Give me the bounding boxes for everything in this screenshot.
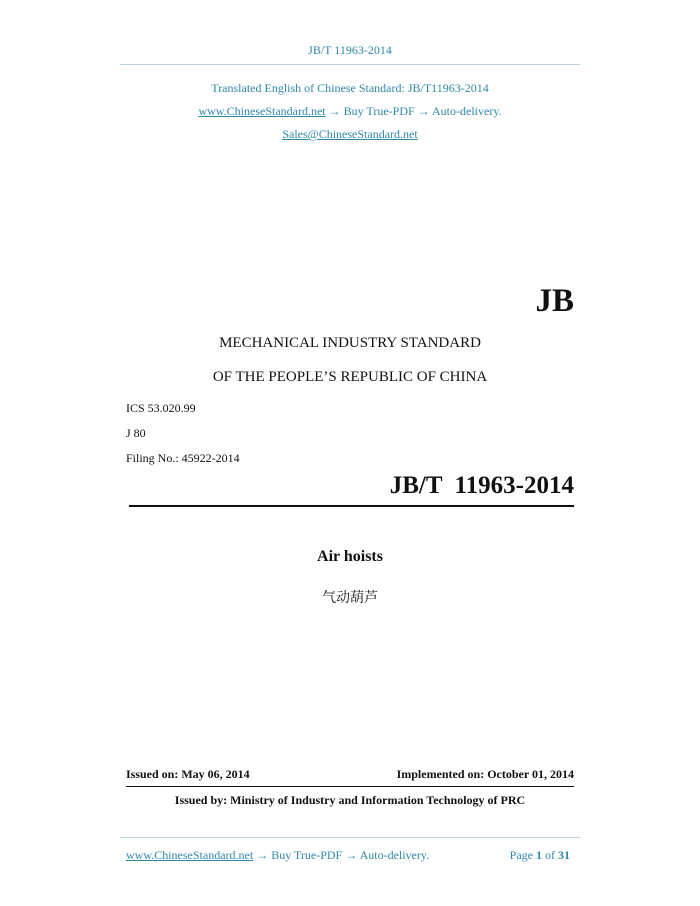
page-total: 31 <box>558 848 570 862</box>
footer-purchase-text: → Buy True-PDF → Auto-delivery. <box>256 848 430 862</box>
email-line <box>0 127 700 142</box>
issued-date: Issued on: May 06, 2014 <box>126 767 250 781</box>
dates-rule <box>126 786 574 787</box>
running-header: JB/T 11963-2014 <box>308 43 392 57</box>
header-rule <box>120 64 580 65</box>
email-link[interactable]: Sales@ChineseStandard.net <box>282 127 418 141</box>
ics-code: ICS 53.020.99 <box>126 401 196 415</box>
page-of: of <box>545 848 555 862</box>
implemented-date: Implemented on: October 01, 2014 <box>396 767 574 781</box>
page-word: Page <box>509 848 533 862</box>
title-chinese: 气动葫芦 <box>322 590 378 606</box>
authority-line-1: MECHANICAL INDUSTRY STANDARD <box>219 335 481 351</box>
standard-rule <box>129 505 574 507</box>
translation-notice: Translated English of Chinese Standard: JB/T11963-2014 <box>211 81 489 95</box>
purchase-line <box>0 104 700 119</box>
page-current: 1 <box>536 848 542 862</box>
authority-line-2: OF THE PEOPLE’S REPUBLIC OF CHINA <box>212 369 488 385</box>
ccs-code: J 80 <box>126 426 146 440</box>
footer-site-link[interactable]: www.ChineseStandard.net <box>126 848 254 862</box>
jb-logo: JB <box>535 283 574 319</box>
purchase-text: → Buy True-PDF → Auto-delivery. <box>328 104 502 118</box>
filing-number: Filing No.: 45922-2014 <box>126 451 240 465</box>
page-indicator <box>510 848 570 863</box>
issuing-authority: Issued by: Ministry of Industry and Information Technology of PRC <box>174 793 526 807</box>
title-english: Air hoists <box>317 548 383 565</box>
footer-purchase-line <box>126 848 429 863</box>
standard-number: JB/T 11963-2014 <box>389 472 574 499</box>
footer-rule <box>120 837 580 838</box>
site-link[interactable]: www.ChineseStandard.net <box>198 104 326 118</box>
